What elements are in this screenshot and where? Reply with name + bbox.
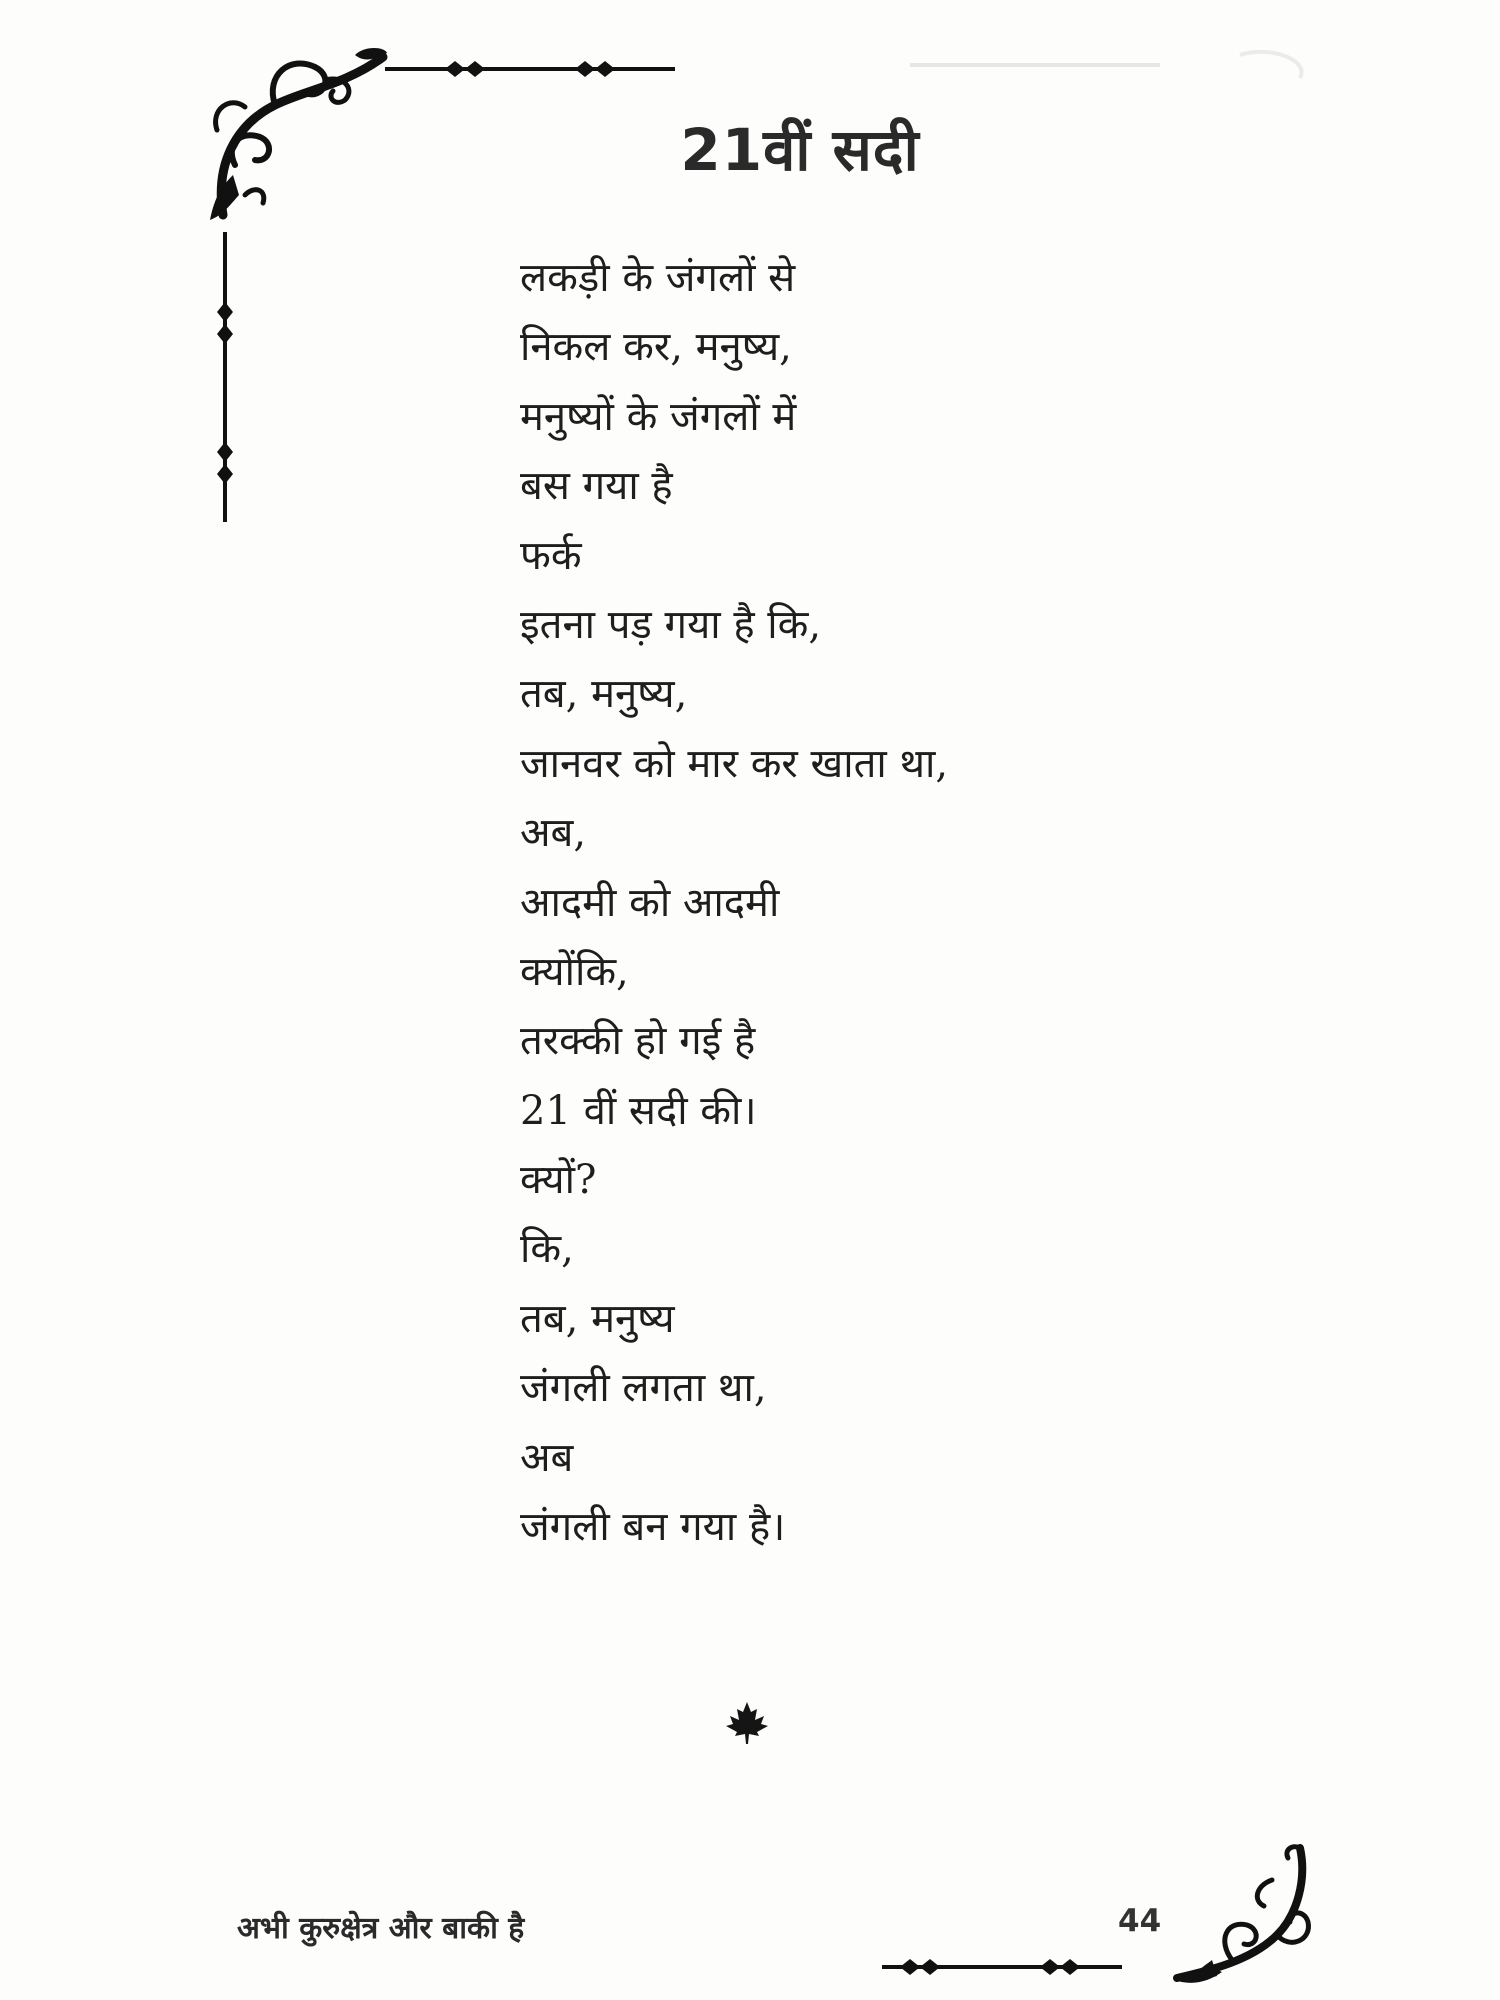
poem-line: तब, मनुष्य, <box>520 671 688 718</box>
poem-line: निकल कर, मनुष्य, <box>520 324 792 371</box>
poem-line: तब, मनुष्य <box>520 1295 675 1342</box>
poem-line: बस गया है <box>520 463 673 510</box>
bleed-through-rule <box>910 50 1330 80</box>
poem-line: 21 वीं सदी की। <box>520 1087 757 1134</box>
page-title: 21वीं सदी <box>680 116 920 184</box>
side-divider-icon <box>212 232 238 522</box>
poem-line: तरक्की हो गई है <box>520 1018 756 1065</box>
poem-line: जानवर को मार कर खाता था, <box>520 740 949 787</box>
poem-line: आदमी को आदमी <box>520 879 780 926</box>
maple-leaf-icon <box>724 1700 770 1746</box>
bottom-divider-icon <box>882 1954 1122 1980</box>
bottom-right-ornament-icon <box>1172 1840 1320 1990</box>
running-footer-book-title: अभी कुरुक्षेत्र और बाकी है <box>237 1911 525 1946</box>
page-number: 44 <box>1118 1903 1162 1939</box>
poem-line: अब <box>520 1434 574 1481</box>
poem-line: जंगली बन गया है। <box>520 1504 786 1551</box>
top-left-ornament-icon <box>205 45 390 225</box>
poem-line: अब, <box>520 810 587 857</box>
poem-body <box>520 244 1080 1562</box>
poem-line: इतना पड़ गया है कि, <box>520 601 822 648</box>
poem-line: कि, <box>520 1226 574 1273</box>
poem-line: फर्क <box>520 532 582 579</box>
poem-line: जंगली लगता था, <box>520 1365 767 1412</box>
top-divider-icon <box>385 56 675 82</box>
poem-line: क्योंकि, <box>520 948 629 995</box>
poem-line: मनुष्यों के जंगलों में <box>520 393 797 440</box>
poem-line: क्यों? <box>520 1157 597 1204</box>
poem-line: लकड़ी के जंगलों से <box>520 255 796 301</box>
